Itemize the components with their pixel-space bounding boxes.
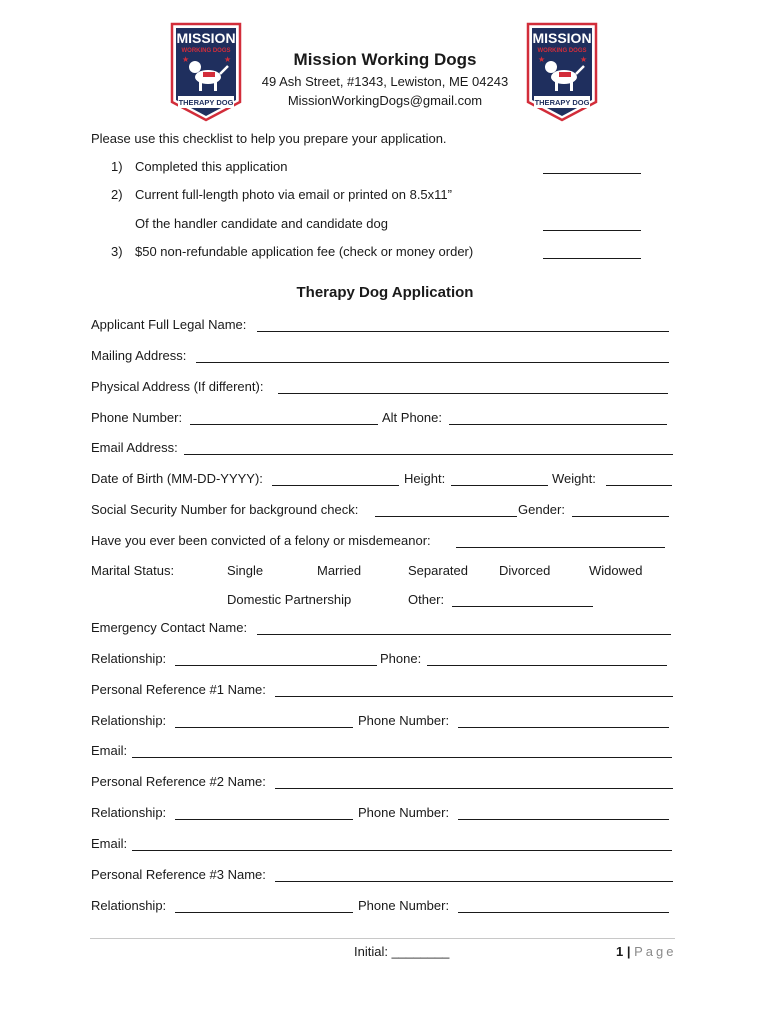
logo-top-text: MISSION: [176, 30, 236, 46]
org-address: 49 Ash Street, #1343, Lewiston, ME 04243: [261, 74, 509, 89]
ref1-phone-field[interactable]: [458, 727, 669, 728]
ref1-name-label: Personal Reference #1 Name:: [91, 682, 266, 697]
emergency-relationship-field[interactable]: [175, 665, 377, 666]
weight-label: Weight:: [552, 471, 596, 486]
ref2-name-field[interactable]: [275, 788, 673, 789]
logo-bottom-text: THERAPY DOG: [534, 98, 590, 107]
ref1-relationship-field[interactable]: [175, 727, 353, 728]
ssn-field[interactable]: [375, 516, 517, 517]
ssn-label: Social Security Number for background check:: [91, 502, 359, 517]
ref2-email-field[interactable]: [132, 850, 672, 851]
ref1-email-field[interactable]: [132, 757, 672, 758]
mailing-address-field[interactable]: [196, 362, 669, 363]
gender-field[interactable]: [572, 516, 669, 517]
ref2-relationship-label: Relationship:: [91, 805, 167, 820]
height-label: Height:: [404, 471, 446, 486]
ref2-phone-label: Phone Number:: [358, 805, 450, 820]
checklist-num-2: 2): [111, 187, 123, 202]
org-email: MissionWorkingDogs@gmail.com: [287, 93, 483, 108]
marital-option-domestic-partnership[interactable]: Domestic Partnership: [227, 592, 352, 607]
ref1-phone-label: Phone Number:: [358, 713, 450, 728]
ref1-relationship-label: Relationship:: [91, 713, 167, 728]
marital-option-divorced[interactable]: Divorced: [499, 563, 551, 578]
ref3-relationship-label: Relationship:: [91, 898, 167, 913]
marital-option-married[interactable]: Married: [317, 563, 362, 578]
page-word: Page: [634, 944, 677, 959]
weight-field[interactable]: [606, 485, 672, 486]
gender-label: Gender:: [518, 502, 565, 517]
svg-text:★: ★: [224, 55, 232, 64]
emergency-relationship-label: Relationship:: [91, 651, 167, 666]
ref2-email-label: Email:: [91, 836, 128, 851]
checklist-item-3: $50 non-refundable application fee (check or money order): [135, 244, 474, 259]
checklist-num-1: 1): [111, 159, 123, 174]
ref3-relationship-field[interactable]: [175, 912, 353, 913]
ref2-name-label: Personal Reference #2 Name:: [91, 774, 266, 789]
ref2-phone-field[interactable]: [458, 819, 669, 820]
page-number-value: 1: [616, 944, 624, 959]
footer-divider: [90, 938, 675, 939]
org-title: Mission Working Dogs: [293, 50, 477, 69]
page-number: [616, 944, 677, 960]
logo-top-text: MISSION: [532, 30, 592, 46]
physical-address-field[interactable]: [278, 393, 668, 394]
alt-phone-label: Alt Phone:: [382, 410, 442, 425]
phone-number-field[interactable]: [190, 424, 378, 425]
dob-label: Date of Birth (MM-DD-YYYY):: [91, 471, 263, 486]
checklist-item-2-cont: Of the handler candidate and candidate dog: [135, 216, 388, 231]
dob-field[interactable]: [272, 485, 399, 486]
emergency-name-label: Emergency Contact Name:: [91, 620, 248, 635]
initial-field[interactable]: Initial: ________: [354, 944, 450, 959]
svg-text:★: ★: [538, 55, 546, 64]
felony-label: Have you ever been convicted of a felony or misdemeanor:: [91, 533, 431, 548]
ref3-name-label: Personal Reference #3 Name:: [91, 867, 266, 882]
logo-mid-text: WORKING DOGS: [537, 48, 587, 54]
svg-text:★: ★: [182, 55, 190, 64]
emergency-phone-field[interactable]: [427, 665, 667, 666]
form-title: Therapy Dog Application: [296, 284, 474, 301]
phone-number-label: Phone Number:: [91, 410, 183, 425]
email-address-label: Email Address:: [91, 440, 178, 455]
checklist-item-1: Completed this application: [135, 159, 288, 174]
checklist-num-3: 3): [111, 244, 123, 259]
ref1-email-label: Email:: [91, 743, 128, 758]
ref3-name-field[interactable]: [275, 881, 673, 882]
logo-mid-text: WORKING DOGS: [181, 48, 231, 54]
ref3-phone-label: Phone Number:: [358, 898, 450, 913]
ref1-name-field[interactable]: [275, 696, 673, 697]
physical-address-label: Physical Address (If different):: [91, 379, 264, 394]
checklist-item-2: Current full-length photo via email or printed on 8.5x11”: [135, 187, 452, 202]
checklist-blank-1[interactable]: [543, 173, 641, 174]
logo-bottom-text: THERAPY DOG: [178, 98, 234, 107]
ref2-relationship-field[interactable]: [175, 819, 353, 820]
checklist-intro: Please use this checklist to help you prepare your application.: [91, 131, 447, 146]
applicant-name-label: Applicant Full Legal Name:: [91, 317, 247, 332]
marital-other-label: Other:: [408, 592, 445, 607]
mailing-address-label: Mailing Address:: [91, 348, 187, 363]
page-separator: |: [626, 944, 631, 959]
marital-status-label: Marital Status:: [91, 563, 175, 578]
marital-option-single[interactable]: Single: [227, 563, 264, 578]
checklist-blank-3[interactable]: [543, 258, 641, 259]
emergency-phone-label: Phone:: [380, 651, 422, 666]
emergency-name-field[interactable]: [257, 634, 671, 635]
alt-phone-field[interactable]: [449, 424, 667, 425]
email-address-field[interactable]: [184, 454, 673, 455]
height-field[interactable]: [451, 485, 548, 486]
ref3-phone-field[interactable]: [458, 912, 669, 913]
felony-field[interactable]: [456, 547, 665, 548]
checklist-blank-2[interactable]: [543, 230, 641, 231]
svg-text:★: ★: [580, 55, 588, 64]
applicant-name-field[interactable]: [257, 331, 669, 332]
marital-option-widowed[interactable]: Widowed: [589, 563, 643, 578]
marital-other-field[interactable]: [452, 606, 593, 607]
marital-option-separated[interactable]: Separated: [408, 563, 468, 578]
